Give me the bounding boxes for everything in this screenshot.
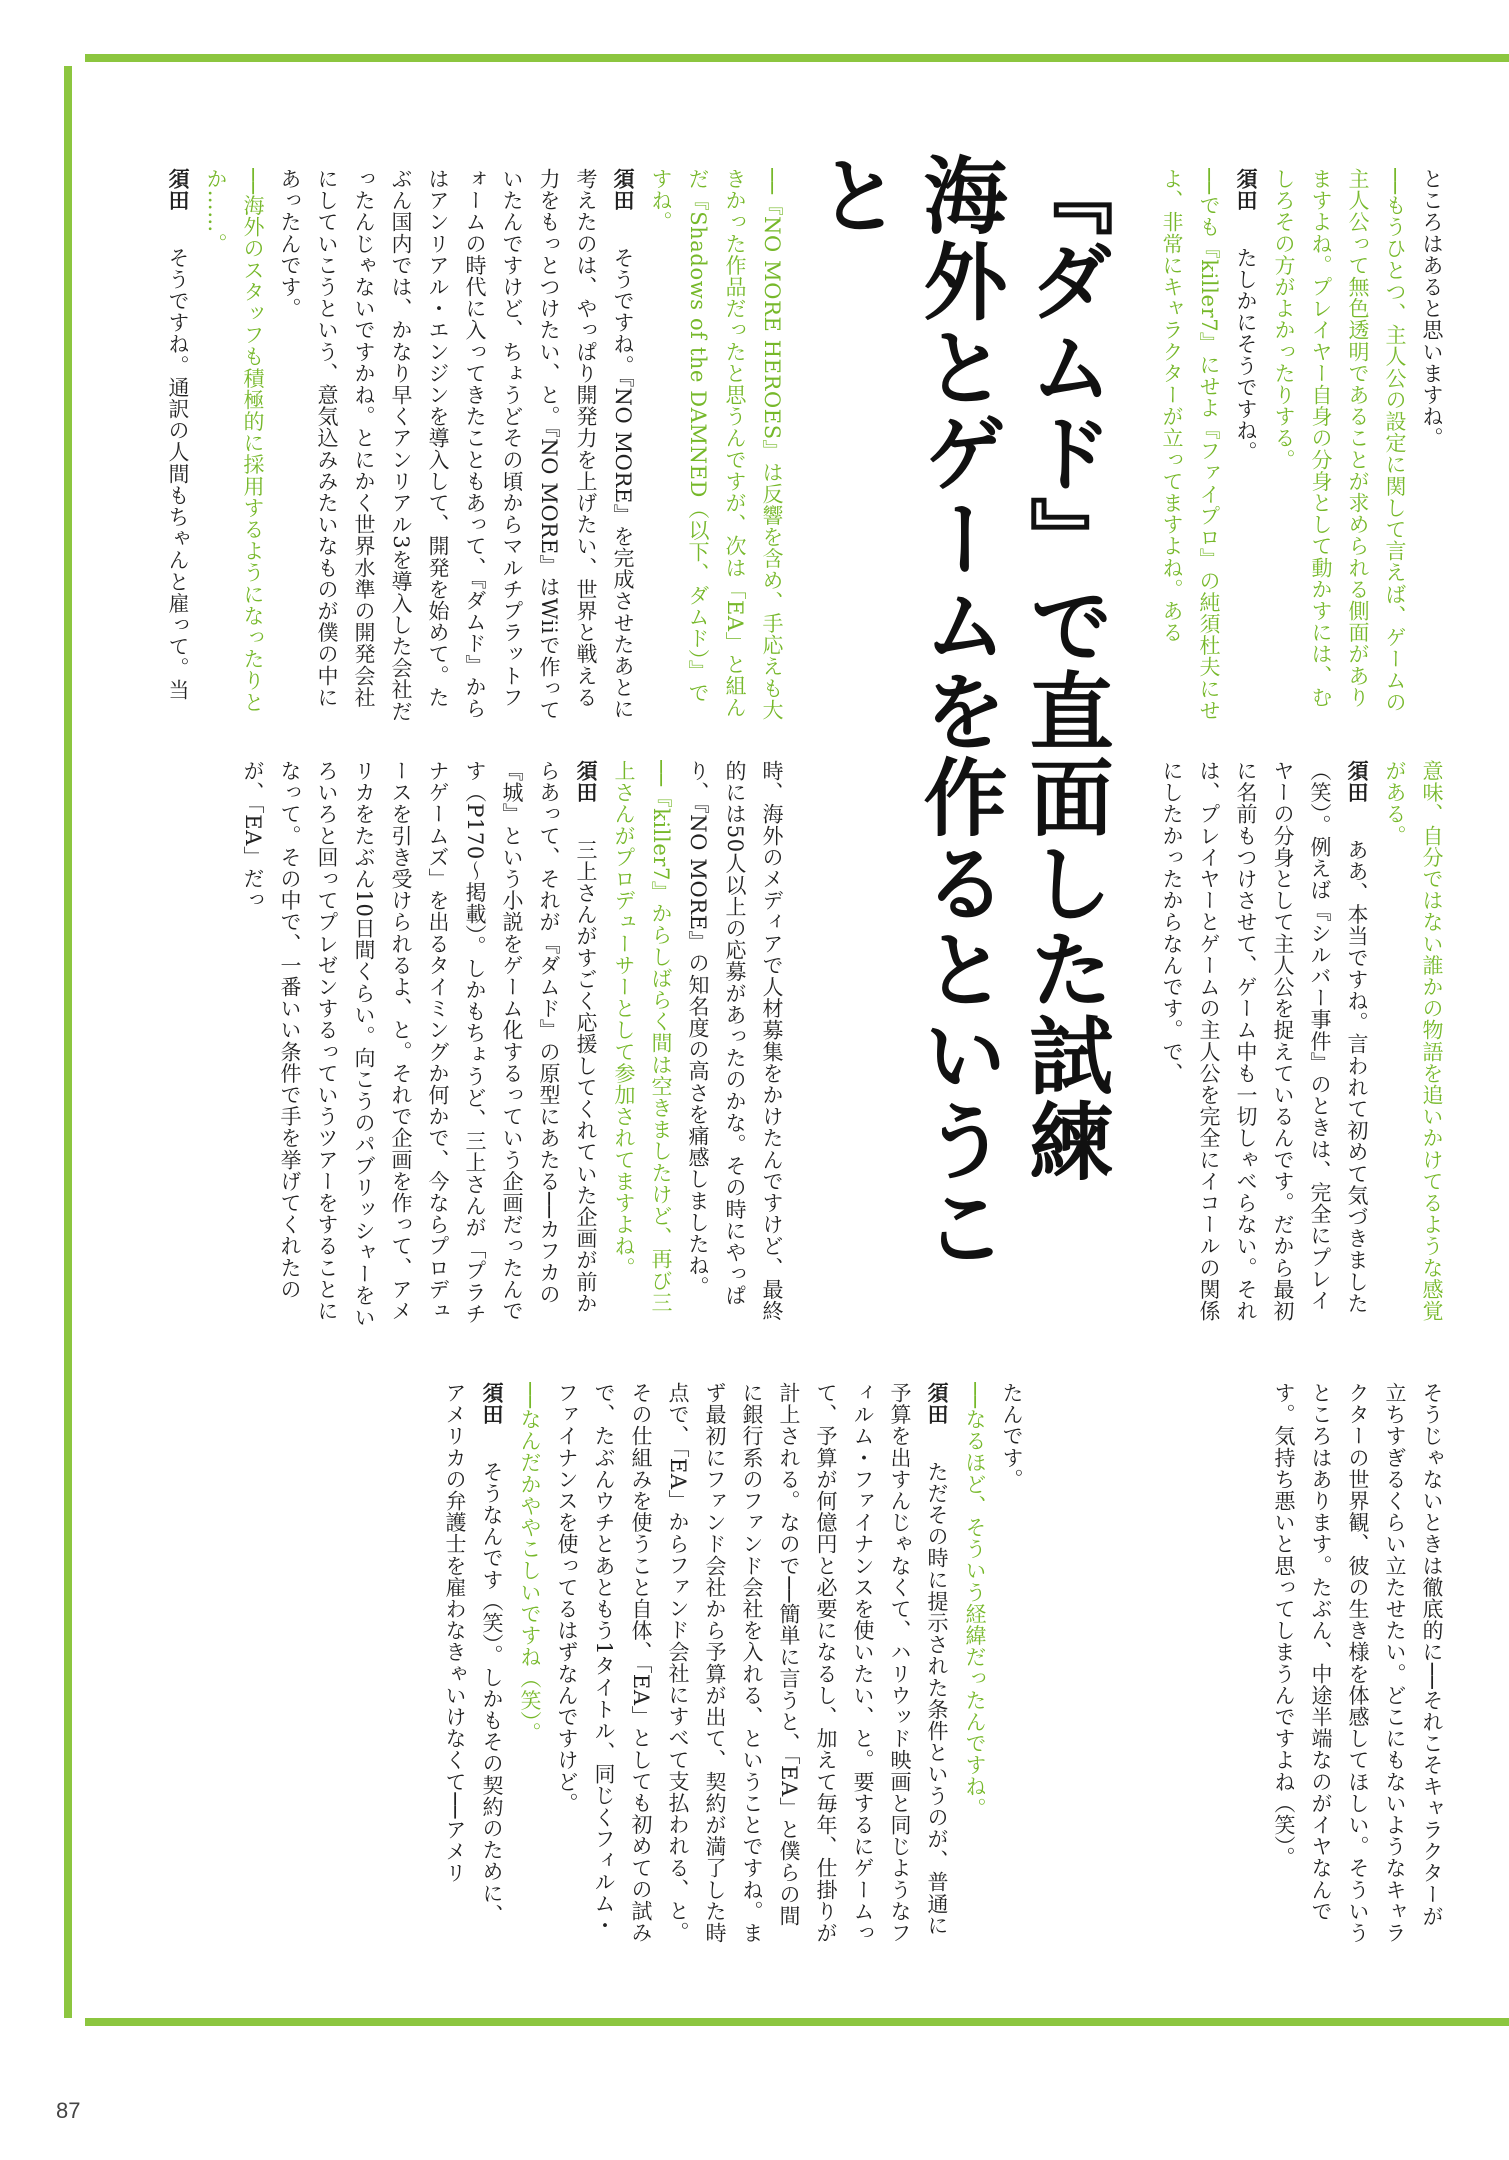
question: ──海外のスタッフも積極的に採用するようになったりとか……。 [204,168,265,713]
left-rule [64,66,72,2018]
paragraph: 時、海外のメディアで人材募集をかけたんですけど、最終的には50人以上の応募があったのかな。その時にやっぱり、『NO MORE』の知名度の高さを痛感しましたね。 [686,760,784,1322]
column-middle-right [1080,760,1450,1332]
paragraph: そうじゃないときは徹底的に──それこそキャラクターが立ちすぎるくらい立たせたい。どこにもないようなキャラクターの世界観、彼の生き様を体感してほしい。そういうところはあります。たぶん、中途半端なのがイヤなんです。気持ち悪いと思ってしまうんですよね（笑）。 [1272,1382,1444,1944]
answer [548,1382,956,1947]
answer [159,168,197,723]
article-title [800,152,1118,1332]
speaker-label: 須田 [166,168,191,212]
page-number: 87 [56,2098,81,2123]
bottom-rule [85,2018,1509,2026]
speaker-label: 須田 [925,1382,950,1426]
answer-text: 三上さんがすごく応援してくれていた企画が前からあって、それが『ダムド』の原型にあたる──カフカの『城』という小説をゲーム化するっていう企画だったんです（P170〜掲載）。しかもちょうど、三上さんが「プラチナゲームズ」を出るタイミングか何かで、今ならプロデュースを引き受けられるよ、と。それで企画を作って、アメリカをたぶん10日間くらい。向こうのパブリッシャーをいろいろと回ってプレゼンするっていうツアーをすることになって。その中で、一番いい条件で手を挙げてくれたのが、「EA」だっ [241,760,598,1328]
question: ──『killer7』からしばらく間は空きましたけど、再び三上さんがプロデューサーとして参加されてますよね。 [612,760,673,1313]
column-middle-left [150,760,790,1332]
question: ──もうひとつ、主人公の設定に関して言えば、ゲームの主人公って無色透明であることが求められる側面がありますよね。プレイヤー自身の分身として動かすには、むしろその方がよかったりする。 [1272,168,1407,713]
answer-text: そうなんです（笑）。しかもその契約のために、アメリカの弁護士を雇わなきゃいけなくて──アメリ [443,1382,504,1926]
question: ──『NO MORE HEROES』は反響を含め、手応えも大きかった作品だったと思うんですが、次は「EA」と組んだ『Shadows of the DAMNED（以下、ダムド）』ですね。 [649,168,784,721]
question: ──なるほど、そういう経緯だったんですね。 [963,1382,987,1819]
answer [234,760,605,1332]
paragraph: ところはあると思いますね。 [1420,168,1444,449]
speaker-label: 須田 [1345,760,1370,804]
paragraph: たんです。 [1000,1382,1024,1490]
column-top-right [1090,168,1450,723]
speaker-label: 須田 [611,168,636,212]
speaker-label: 須田 [574,760,599,804]
answer [271,168,642,723]
answer-text: ただその時に提示された条件というのが、普通に予算を出すんじゃなくて、ハリウッド映画と同じようなフィルム・ファイナンスを使いたい、と。要するにゲームって、予算が何億円と必要になるし、加えて毎年、仕掛りが計上される。なので──簡単に言うと、「EA」と僕らの間に銀行系のファンド会社を入れる、ということですね。まず最初にファンド会社から予算が出て、契約が満了した時点で、「EA」からファンド会社にすべて支払われる、と。その仕組みを使うこと自体、「EA」としても初めての試みで、たぶんウチとあともう1タイトル、同じくフィルム・ファイナンスを使ってるはずなんですけど。 [555,1382,949,1944]
column-bottom-right [1110,1382,1450,1947]
question: ──なんだかややこしいですね（笑）。 [518,1382,542,1744]
title-line-1: 『ダムド』で直面した試練 [1016,152,1115,1184]
column-bottom-left [150,1382,1030,1947]
answer-text: そうですね。『NO MORE』を完成させたあとに考えたのは、やっぱり開発力を上げたい、世界と戦える力をもっとつけたい、と。『NO MORE』はWiiで作っていたんですけど、ちょうどその頃からマルチプラットフォームの時代に入ってきたこともあって、『ダムド』からはアンリアル・エンジンを導入して、開発を始めて。たぶん国内では、かなり早くアンリアル3を導入した会社だったんじゃないですかね。とにかく世界水準の開発会社にしていこうという、意気込みみたいなものが僕の中にあったんです。 [278,168,635,722]
answer-text: ああ、本当ですね。言われて初めて気づきました（笑）。例えば『シルバー事件』のときは、完全にプレイヤーの分身として主人公を捉えているんです。だから最初に名前もつけさせて、ゲーム中も一切しゃべらない。それは、プレイヤーとゲームの主人公を完全にイコールの関係にしたかったからなんです。で、 [1160,760,1369,1322]
column-top-left [150,168,790,723]
title-line-2: 海外とゲームを作るということ [804,152,1009,1270]
speaker-label: 須田 [480,1382,505,1426]
answer [1227,168,1265,723]
answer [1153,760,1376,1332]
question: 意味、自分ではない誰かの物語を追いかけてるような感覚がある。 [1383,760,1444,1322]
answer [436,1382,511,1947]
answer-text: たしかにそうですね。 [1234,246,1258,463]
question: ──でも『killer7』にせよ『ファイプロ』の純須杜夫にせよ、非常にキャラクターが立ってますよね。ある [1160,168,1221,721]
answer-text: そうですね。通訳の人間もちゃんと雇って。当 [166,246,190,701]
top-rule [85,54,1509,62]
speaker-label: 須田 [1234,168,1259,212]
